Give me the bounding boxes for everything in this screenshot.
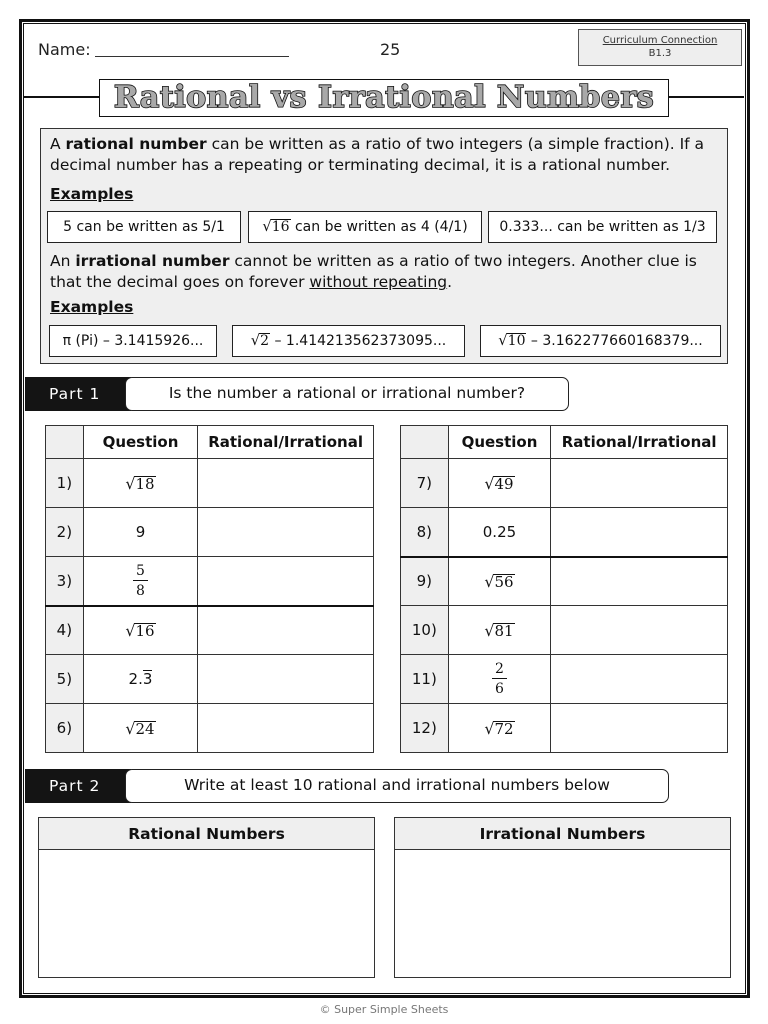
- question-value: [448, 655, 551, 704]
- col-question-header: Question: [83, 426, 198, 459]
- col-answer-header: Rational/Irrational: [551, 426, 728, 459]
- sqrt-expression: √24: [125, 718, 155, 738]
- question-value: [83, 606, 198, 655]
- table-row: [401, 704, 728, 753]
- rational-numbers-heading: Rational Numbers: [39, 818, 374, 850]
- irrational-term: irrational number: [75, 252, 230, 270]
- answer-cell[interactable]: [551, 459, 728, 508]
- irrational-examples-heading: Examples: [50, 298, 134, 316]
- irrational-example-3: √10 – 3.162277660168379...: [480, 325, 721, 357]
- answer-cell[interactable]: [551, 508, 728, 557]
- table-row: [401, 557, 728, 606]
- table-row: [46, 508, 374, 557]
- question-number: 4): [46, 606, 84, 655]
- curriculum-connection-box: [578, 29, 742, 66]
- part1-header: [25, 377, 570, 411]
- table-row: [401, 459, 728, 508]
- name-blank-line[interactable]: [95, 42, 289, 57]
- question-value: [448, 704, 551, 753]
- question-value: 2.3: [83, 655, 198, 704]
- title-banner: [99, 79, 669, 117]
- part2-instruction: Write at least 10 rational and irrational numbers below: [125, 769, 669, 803]
- rational-numbers-box[interactable]: [38, 817, 375, 978]
- table-row: [401, 606, 728, 655]
- answer-cell[interactable]: [551, 606, 728, 655]
- sqrt-expression: √81: [484, 620, 514, 640]
- col-answer-header: Rational/Irrational: [198, 426, 374, 459]
- table-row: [46, 557, 374, 606]
- question-number: 7): [401, 459, 449, 508]
- rational-term: rational number: [65, 135, 207, 153]
- question-number: 12): [401, 704, 449, 753]
- question-value: 9: [83, 508, 198, 557]
- without-repeating-underline: without repeating: [309, 273, 448, 291]
- question-value: [83, 704, 198, 753]
- sqrt-expression: √72: [484, 718, 514, 738]
- table-row: [401, 508, 728, 557]
- sqrt-expression: √2: [250, 332, 270, 349]
- page-title: Rational vs Irrational Numbers: [113, 80, 655, 115]
- page-number: 25: [380, 40, 401, 59]
- table-row: [46, 655, 374, 704]
- sqrt-expression: √18: [125, 473, 155, 493]
- question-number: 10): [401, 606, 449, 655]
- irrational-example-1: π (Pi) – 3.1415926...: [49, 325, 217, 357]
- name-label: Name:: [38, 40, 91, 59]
- col-number-header: [401, 426, 449, 459]
- answer-cell[interactable]: [198, 704, 374, 753]
- question-value: [83, 459, 198, 508]
- sqrt-expression: √16: [262, 218, 290, 235]
- question-number: 6): [46, 704, 84, 753]
- sqrt-expression: √56: [484, 571, 514, 591]
- part2-header: [25, 769, 670, 803]
- part1-table-right: [400, 425, 728, 753]
- fraction-expression: $\frac{5}{8}$: [133, 564, 148, 598]
- answer-cell[interactable]: [198, 655, 374, 704]
- fraction-expression: $\frac{2}{6}$: [492, 662, 507, 696]
- col-number-header: [46, 426, 84, 459]
- question-number: 5): [46, 655, 84, 704]
- part1-instruction: Is the number a rational or irrational number?: [125, 377, 569, 411]
- sqrt-expression: √49: [484, 473, 514, 493]
- rational-example-3: 0.333... can be written as 1/3: [488, 211, 717, 243]
- name-field: [38, 40, 289, 59]
- question-number: 8): [401, 508, 449, 557]
- sqrt-expression: √16: [125, 620, 155, 640]
- rational-example-1: 5 can be written as 5/1: [47, 211, 241, 243]
- question-number: 1): [46, 459, 84, 508]
- question-value: [448, 459, 551, 508]
- question-value: [448, 557, 551, 606]
- irrational-numbers-heading: Irrational Numbers: [395, 818, 730, 850]
- answer-cell[interactable]: [551, 704, 728, 753]
- answer-cell[interactable]: [198, 606, 374, 655]
- curriculum-code: B1.3: [648, 48, 672, 59]
- question-value: [448, 606, 551, 655]
- repeating-digit: 3: [142, 670, 153, 688]
- question-value: 0.25: [448, 508, 551, 557]
- question-number: 9): [401, 557, 449, 606]
- curriculum-title: Curriculum Connection: [602, 35, 718, 46]
- table-row: [46, 459, 374, 508]
- question-value: [83, 557, 198, 606]
- answer-cell[interactable]: [551, 557, 728, 606]
- question-number: 3): [46, 557, 84, 606]
- copyright-footer: © Super Simple Sheets: [319, 1003, 449, 1016]
- sqrt-expression: √10: [498, 332, 526, 349]
- table-row: [401, 655, 728, 704]
- part2-label: Part 2: [25, 769, 131, 803]
- table-row: [46, 704, 374, 753]
- answer-cell[interactable]: [551, 655, 728, 704]
- question-number: 11): [401, 655, 449, 704]
- answer-cell[interactable]: [198, 557, 374, 606]
- part1-table-left: [45, 425, 374, 753]
- rational-definition: A rational number can be written as a ratio of two integers (a simple fraction). If a decimal number has a repeating or terminating decimal, it is a rational number.: [50, 135, 705, 174]
- irrational-numbers-box[interactable]: [394, 817, 731, 978]
- answer-cell[interactable]: [198, 459, 374, 508]
- irrational-definition: An irrational number cannot be written as a ratio of two integers. Another clue is that the decimal goes on forever without repeating.: [50, 252, 697, 291]
- col-question-header: Question: [448, 426, 551, 459]
- irrational-example-2: √2 – 1.414213562373095...: [232, 325, 465, 357]
- question-number: 2): [46, 508, 84, 557]
- rational-example-2: √16 can be written as 4 (4/1): [248, 211, 482, 243]
- part1-label: Part 1: [25, 377, 131, 411]
- table-row: [46, 606, 374, 655]
- rational-examples-heading: Examples: [50, 185, 134, 203]
- answer-cell[interactable]: [198, 508, 374, 557]
